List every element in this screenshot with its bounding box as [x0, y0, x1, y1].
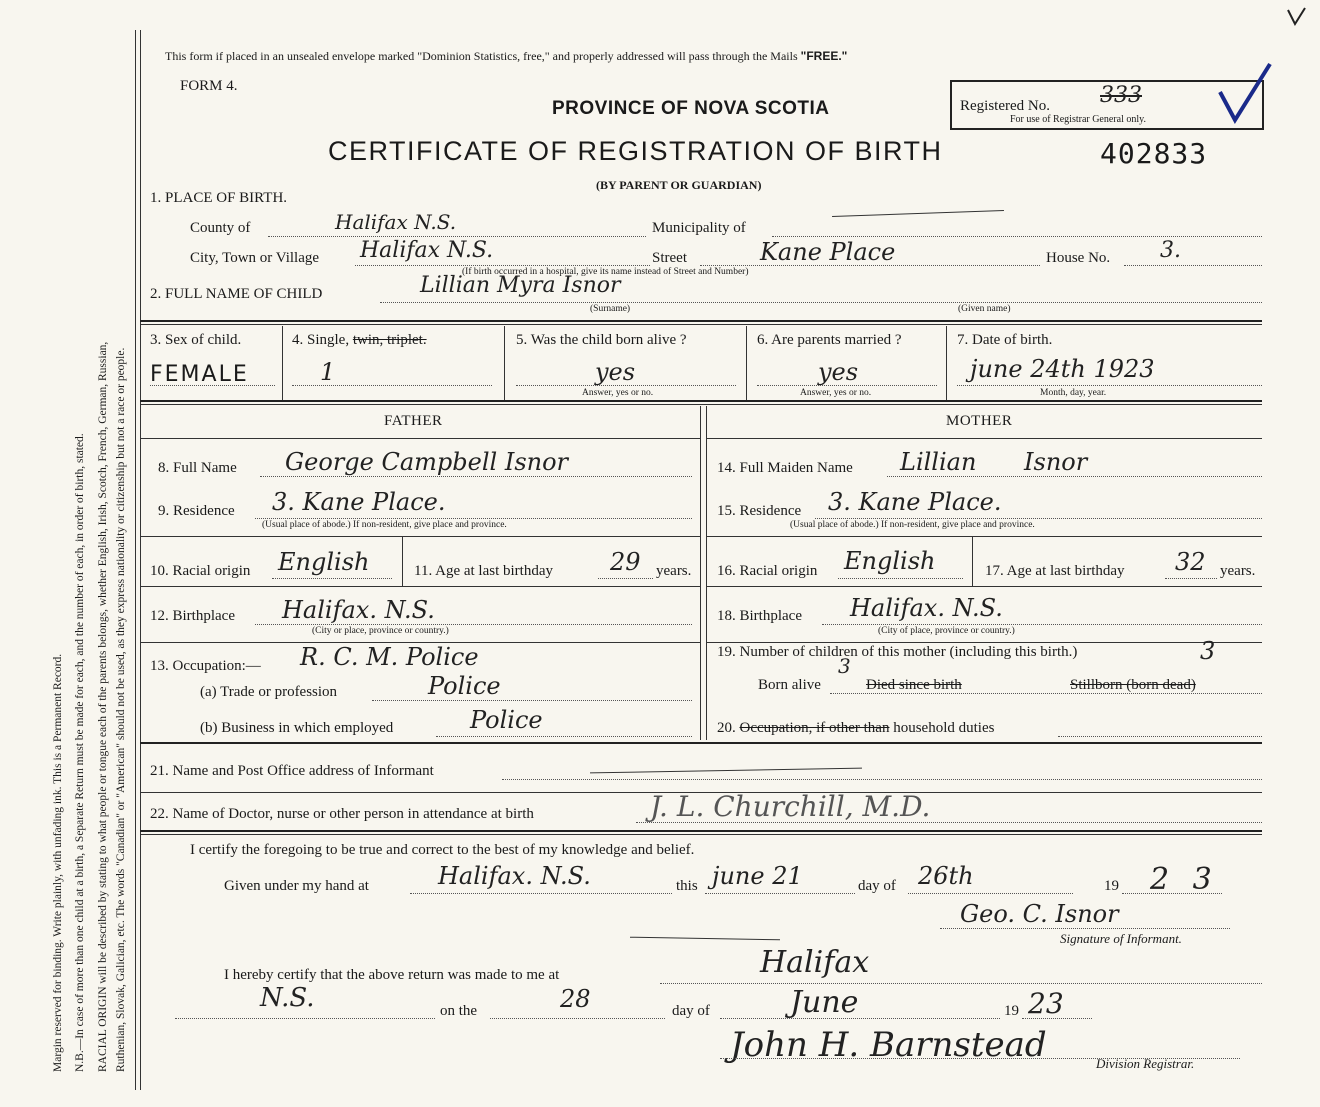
mother-residence-note: (Usual place of abode.) If non-resident, give place and province.	[790, 520, 1035, 530]
mother-residence-value: 3. Kane Place.	[828, 488, 1002, 516]
born-alive-value: yes	[595, 358, 636, 386]
mother-died-label: Died since birth	[866, 677, 962, 693]
given-place: Halifax. N.S.	[438, 862, 591, 890]
father-age-unit: years.	[656, 563, 692, 579]
this-value: june 21	[712, 862, 803, 890]
margin-note-4: Ruthenian, Slovak, Galician, etc. The words "Canadian" or "American" should not be used, as they express nationality or citizenship but not a race or people.	[115, 347, 127, 1072]
informant-dash	[590, 768, 862, 774]
house-label: House No.	[1046, 250, 1111, 266]
informant-signature: Geo. C. Isnor	[960, 900, 1119, 928]
mother-birthplace-label: 18. Birthplace	[717, 608, 802, 624]
hospital-note: (If birth occurred in a hospital, give its name instead of Street and Number)	[462, 267, 749, 277]
street-value: Kane Place	[760, 238, 896, 266]
father-trade-value: Police	[428, 672, 501, 700]
father-birthplace-value: Halifax. N.S.	[282, 596, 435, 624]
mother-age-value: 32	[1175, 548, 1206, 576]
corner-tick-icon	[1285, 4, 1309, 28]
certificate-subtitle: (BY PARENT OR GUARDIAN)	[596, 178, 762, 192]
plurality-value: 1	[320, 358, 336, 386]
registrar-sig-label: Division Registrar.	[1096, 1056, 1195, 1071]
sex-value: FEMALE	[150, 362, 249, 387]
check-mark-icon	[1215, 62, 1275, 124]
registrar-statement: I hereby certify that the above return was made to me at	[224, 967, 560, 983]
father-occupation-label: 13. Occupation:—	[150, 658, 261, 674]
mother-heading: MOTHER	[946, 413, 1013, 429]
father-business-value: Police	[470, 706, 543, 734]
father-occupation-value: R. C. M. Police	[300, 643, 479, 671]
given-name-note: (Given name)	[958, 304, 1011, 314]
married-value: yes	[818, 358, 859, 386]
mother-racial-value: English	[844, 547, 936, 575]
registered-label: Registered No.	[960, 98, 1050, 114]
mother-stillborn-label: Stillborn (born dead)	[1070, 677, 1196, 693]
father-trade-label: (a) Trade or profession	[200, 684, 338, 700]
day-value: 26th	[918, 862, 974, 890]
child-name-value: Lillian Myra Isnor	[420, 273, 621, 298]
mother-birthplace-note: (City of place, province or country.)	[878, 626, 1015, 636]
left-margin-border-2	[140, 30, 141, 1090]
mother-children-value: 3	[1200, 637, 1216, 665]
dob-note: Month, day, year.	[1040, 388, 1107, 398]
father-residence-label: 9. Residence	[158, 503, 235, 519]
mother-age-unit: years.	[1220, 563, 1256, 579]
father-heading: FATHER	[384, 413, 443, 429]
mother-residence-label: 15. Residence	[717, 503, 802, 519]
left-margin-border	[135, 30, 136, 1090]
mother-born-alive-value: 3	[838, 654, 851, 678]
doctor-label: 22. Name of Doctor, nurse or other person in attendance at birth	[150, 806, 534, 822]
mother-children-label: 19. Number of children of this mother (including this birth.)	[717, 644, 1078, 660]
municipality-label: Municipality of	[652, 220, 746, 236]
child-name-label: 2. FULL NAME OF CHILD	[150, 286, 323, 302]
dob-label: 7. Date of birth.	[957, 332, 1053, 348]
registrar-signature: John H. Barnstead	[730, 1025, 1047, 1065]
registrar-note: For use of Registrar General only.	[1010, 114, 1146, 125]
form-number: FORM 4.	[180, 78, 238, 94]
mail-notice: This form if placed in an unsealed envelope marked "Dominion Statistics, free," and properly addressed will pass through the Mails "FREE."	[165, 49, 848, 63]
informant-sig-label: Signature of Informant.	[1060, 931, 1182, 946]
father-racial-label: 10. Racial origin	[150, 563, 251, 579]
margin-note-3: RACIAL ORIGIN will be described by stating to what people or tongue each of the parents belongs, whether English, Irish, Scotch, French, German, Russian,	[97, 341, 109, 1072]
father-business-label: (b) Business in which employed	[200, 720, 394, 736]
father-residence-note: (Usual place of abode.) If non-resident, give place and province.	[262, 520, 507, 530]
doctor-value: J. L. Churchill, M.D.	[650, 790, 931, 823]
dob-value: june 24th 1923	[970, 355, 1155, 383]
married-note: Answer, yes or no.	[800, 388, 872, 398]
this-label: this	[676, 878, 698, 894]
mother-name-label: 14. Full Maiden Name	[717, 460, 853, 476]
reg-year-prefix: 19	[1004, 1003, 1019, 1019]
house-value: 3.	[1160, 238, 1181, 263]
mother-born-alive-label: Born alive	[758, 677, 821, 693]
father-name-value: George Campbell Isnor	[285, 448, 569, 476]
registrar-place: Halifax	[760, 945, 870, 980]
father-name-label: 8. Full Name	[158, 460, 237, 476]
registrar-top-dash	[630, 937, 780, 941]
mother-occupation-label: 20. Occupation, if other than household duties	[717, 720, 995, 736]
sex-label: 3. Sex of child.	[150, 332, 242, 348]
year-prefix: 19	[1104, 878, 1119, 894]
registered-value: 333	[1100, 83, 1142, 108]
father-birthplace-note: (City or place, province or country.)	[312, 626, 449, 636]
father-age-label: 11. Age at last birthday	[414, 563, 553, 579]
surname-note: (Surname)	[590, 304, 631, 314]
born-alive-note: Answer, yes or no.	[582, 388, 654, 398]
city-label: City, Town or Village	[190, 250, 320, 266]
mother-name-value: Lillian Isnor	[900, 448, 1088, 476]
place-heading: 1. PLACE OF BIRTH.	[150, 190, 288, 206]
mother-racial-label: 16. Racial origin	[717, 563, 818, 579]
day-of-label: day of	[672, 1003, 710, 1019]
county-value: Halifax N.S.	[335, 210, 457, 234]
municipality-dash	[832, 210, 1004, 217]
certificate-number: 402833	[1100, 137, 1208, 170]
city-value: Halifax N.S.	[360, 238, 494, 263]
mother-birthplace-value: Halifax. N.S.	[850, 594, 1003, 622]
registrar-place2: N.S.	[260, 983, 315, 1013]
father-residence-value: 3. Kane Place.	[272, 488, 446, 516]
day-label: day of	[858, 878, 896, 894]
father-birthplace-label: 12. Birthplace	[150, 608, 235, 624]
day-of-value: June	[790, 985, 859, 1020]
on-the-value: 28	[560, 985, 591, 1013]
on-the-label: on the	[440, 1003, 478, 1019]
certify-statement: I certify the foregoing to be true and correct to the best of my knowledge and belief.	[190, 842, 695, 858]
year-value: 2 3	[1150, 862, 1212, 897]
margin-note-2: N.B.—In case of more than one child at a birth, a Separate Return must be made for each, and the number of each, in order of birth, stated.	[74, 433, 86, 1072]
father-age-value: 29	[610, 548, 641, 576]
married-label: 6. Are parents married ?	[757, 332, 902, 348]
plurality-label: 4. Single, twin, triplet.	[292, 332, 427, 348]
certificate-title: CERTIFICATE OF REGISTRATION OF BIRTH	[328, 136, 943, 166]
province-heading: PROVINCE OF NOVA SCOTIA	[552, 98, 830, 119]
born-alive-label: 5. Was the child born alive ?	[516, 332, 687, 348]
reg-year-value: 23	[1028, 987, 1064, 1020]
father-racial-value: English	[278, 548, 370, 576]
given-label: Given under my hand at	[224, 878, 369, 894]
informant-label: 21. Name and Post Office address of Informant	[150, 763, 434, 779]
margin-note-1: Margin reserved for binding. Write plainly, with unfading ink. This is a Permanent Record.	[52, 653, 64, 1072]
mother-age-label: 17. Age at last birthday	[985, 563, 1125, 579]
street-label: Street	[652, 250, 687, 266]
county-label: County of	[190, 220, 251, 236]
